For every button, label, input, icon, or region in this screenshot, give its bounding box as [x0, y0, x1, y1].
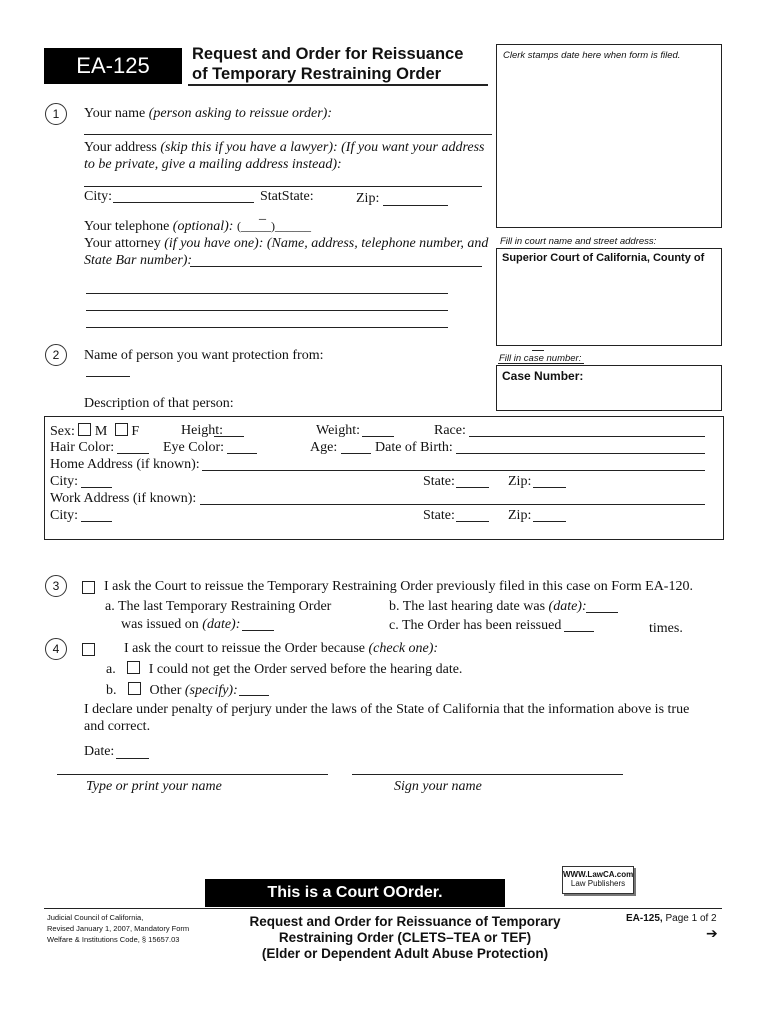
your-phone-label: Your telephone	[84, 219, 170, 234]
sex-row	[50, 423, 139, 440]
type-name-label: Type or print your name	[86, 779, 222, 794]
your-name-row	[84, 106, 332, 122]
footer-divider	[44, 908, 722, 909]
last-hearing-row	[389, 599, 587, 615]
page-count: Page 1 of 2	[665, 913, 717, 924]
reissued-label: c. The Order has been reissued	[389, 618, 562, 633]
your-address-hint2: to be private, give a mailing address instead):	[84, 157, 342, 172]
form-id: EA-125	[76, 53, 150, 78]
last-tro-date-hint: (date):	[202, 617, 241, 632]
address-city-field[interactable]	[113, 202, 254, 203]
your-name-field[interactable]	[84, 134, 492, 135]
last-tro-line2	[121, 617, 240, 633]
sex-female-checkbox[interactable]	[115, 423, 128, 436]
address-state-trail: _	[259, 207, 266, 222]
your-phone-row	[84, 219, 311, 235]
home-city-field[interactable]	[81, 487, 112, 488]
clerk-note: Clerk stamps date here when form is filed.	[503, 50, 681, 61]
section-4-checkbox[interactable]	[82, 643, 95, 656]
court-box-mark	[532, 350, 544, 351]
work-city-field[interactable]	[81, 521, 112, 522]
reason-b-checkbox[interactable]	[128, 682, 141, 695]
sex-male-label: M	[94, 424, 108, 439]
eye-color-label: Eye Color:	[163, 440, 225, 455]
last-hearing-date-hint: (date):	[548, 599, 587, 614]
home-city-label: City:	[50, 474, 79, 489]
section-4-number: 4	[45, 638, 67, 660]
weight-label: Weight:	[316, 423, 360, 438]
protection-name-field[interactable]	[86, 376, 130, 377]
form-title-line2: of Temporary Restraining Order	[192, 65, 442, 83]
section-2-number: 2	[45, 344, 67, 366]
work-zip-label: Zip:	[508, 508, 532, 523]
footer-revised: Revised January 1, 2007, Mandatory Form	[47, 924, 190, 933]
reason-b-letter: b.	[106, 683, 117, 698]
protection-name-label: Name of person you want protection from:	[84, 348, 324, 363]
reason-b-row	[106, 682, 238, 699]
your-attorney-hint: (if you have one): (Name, address, telephone number, and	[164, 236, 489, 251]
race-field[interactable]	[469, 436, 705, 437]
attorney-field-3[interactable]	[86, 310, 448, 311]
footer-title-line2: Restraining Order (CLETS–TEA or TEF)	[278, 930, 532, 945]
home-address-field[interactable]	[202, 470, 705, 471]
your-phone-field[interactable]: (_____)______	[236, 219, 311, 233]
date-label: Date:	[84, 744, 115, 759]
attorney-bar-label: State Bar number):	[84, 253, 193, 268]
age-label: Age:	[310, 440, 338, 455]
footer-title	[200, 914, 610, 962]
work-city-label: City:	[50, 508, 79, 523]
dob-field[interactable]	[456, 453, 705, 454]
height-label: Height:	[181, 423, 223, 438]
hair-color-label: Hair Color:	[50, 440, 115, 455]
page-form-id: EA-125,	[626, 913, 663, 924]
last-tro-issued-label: was issued on	[121, 617, 199, 632]
court-fill-label: Fill in court name and street address:	[500, 236, 657, 247]
reason-b-hint: (specify):	[184, 683, 238, 698]
footer-code: Welfare & Institutions Code, § 15657.03	[47, 935, 180, 944]
address-state-label: StatState:	[260, 189, 314, 204]
clerk-stamp-box	[496, 44, 722, 228]
case-number-box[interactable]	[496, 365, 722, 411]
eye-color-field[interactable]	[227, 453, 257, 454]
signature-field[interactable]	[352, 774, 623, 775]
your-name-hint: (person asking to reissue order):	[148, 106, 332, 121]
court-order-text: This is a Court OOrder.	[267, 884, 443, 901]
hair-color-field[interactable]	[117, 453, 149, 454]
your-address-hint: (skip this if you have a lawyer): (If you want your address	[160, 140, 485, 155]
declaration-text2: and correct.	[84, 719, 151, 734]
work-state-label: State:	[423, 508, 455, 523]
footer-title-line1: Request and Order for Reissuance of Temporary	[249, 914, 561, 929]
your-address-field[interactable]	[84, 186, 482, 187]
home-state-field[interactable]	[456, 487, 489, 488]
section-4-text: I ask the court to reissue the Order because	[124, 641, 366, 656]
page-number	[626, 913, 717, 924]
footer-council: Judicial Council of California,	[47, 913, 144, 922]
sex-male-checkbox[interactable]	[78, 423, 91, 436]
court-name-box[interactable]	[496, 248, 722, 346]
case-fill-label: Fill in case number:	[499, 353, 582, 364]
address-city-label: City:	[84, 189, 113, 204]
last-tro-line1: a. The last Temporary Restraining Order	[105, 599, 332, 614]
reason-b-text: Other	[149, 683, 182, 698]
sign-name-label: Sign your name	[394, 779, 482, 794]
address-zip-field[interactable]	[383, 205, 448, 206]
dob-label: Date of Birth:	[375, 440, 453, 455]
race-label: Race:	[434, 423, 466, 438]
next-page-arrow-icon[interactable]: ➔	[706, 926, 718, 942]
your-attorney-label: Your attorney	[84, 236, 161, 251]
home-zip-field[interactable]	[533, 487, 566, 488]
description-label: Description of that person:	[84, 396, 234, 411]
title-underline	[188, 84, 488, 86]
sex-label: Sex:	[50, 424, 75, 439]
publisher-logo-url: WWW.LawCA.com	[563, 870, 634, 879]
sex-female-label: F	[131, 424, 140, 439]
attorney-field-4[interactable]	[86, 327, 448, 328]
height-field[interactable]	[214, 436, 244, 437]
your-address-row	[84, 140, 485, 156]
reason-a-row	[106, 661, 462, 678]
your-phone-hint: (optional):	[172, 219, 234, 234]
age-field[interactable]	[341, 453, 371, 454]
home-state-label: State:	[423, 474, 455, 489]
last-hearing-label: b. The last hearing date was	[389, 599, 546, 614]
section-3-checkbox[interactable]	[82, 581, 95, 594]
your-attorney-row	[84, 236, 488, 252]
court-order-banner	[205, 879, 505, 907]
publisher-logo	[562, 866, 634, 894]
form-title	[192, 44, 463, 84]
form-id-badge	[44, 48, 182, 84]
declaration-text1: I declare under penalty of perjury under the laws of the State of California that the information above is true	[84, 702, 690, 717]
work-address-field[interactable]	[200, 504, 705, 505]
section-3-number: 3	[45, 575, 67, 597]
footer-title-line3: (Elder or Dependent Adult Abuse Protection)	[261, 946, 549, 961]
address-zip-label: Zip:	[356, 191, 380, 206]
last-hearing-date-field[interactable]	[586, 612, 618, 613]
case-fill-underline	[498, 363, 584, 364]
work-state-field[interactable]	[456, 521, 489, 522]
your-address-label: Your address	[84, 140, 157, 155]
work-address-label: Work Address (if known):	[50, 491, 197, 506]
weight-field[interactable]	[362, 436, 394, 437]
attorney-field-1[interactable]	[190, 266, 482, 267]
reissued-count-field[interactable]	[564, 631, 594, 632]
your-name-label: Your name	[84, 106, 146, 121]
date-field[interactable]	[116, 758, 149, 759]
section-1-number: 1	[45, 103, 67, 125]
work-zip-field[interactable]	[533, 521, 566, 522]
publisher-logo-name: Law Publishers	[570, 879, 626, 888]
section-4-hint: (check one):	[368, 641, 439, 656]
section-4-text-row	[124, 641, 438, 657]
home-address-label: Home Address (if known):	[50, 457, 200, 472]
reissued-times-label: times.	[649, 621, 683, 636]
attorney-field-2[interactable]	[86, 293, 448, 294]
reason-b-field[interactable]	[239, 695, 269, 696]
form-title-line1: Request and Order for Reissuance	[192, 45, 464, 63]
section-3-text: I ask the Court to reissue the Temporary Restraining Order previously filed in this case on Form EA-120.	[104, 579, 693, 594]
case-number-label: Case Number:	[502, 369, 584, 383]
last-tro-date-field[interactable]	[242, 630, 274, 631]
footer-citation	[47, 912, 189, 945]
description-box	[44, 416, 724, 540]
reason-a-text: I could not get the Order served before the hearing date.	[148, 662, 463, 677]
printed-name-field[interactable]	[57, 774, 328, 775]
court-name: Superior Court of California, County of	[502, 252, 705, 264]
reason-a-letter: a.	[106, 662, 116, 677]
home-zip-label: Zip:	[508, 474, 532, 489]
reason-a-checkbox[interactable]	[127, 661, 140, 674]
